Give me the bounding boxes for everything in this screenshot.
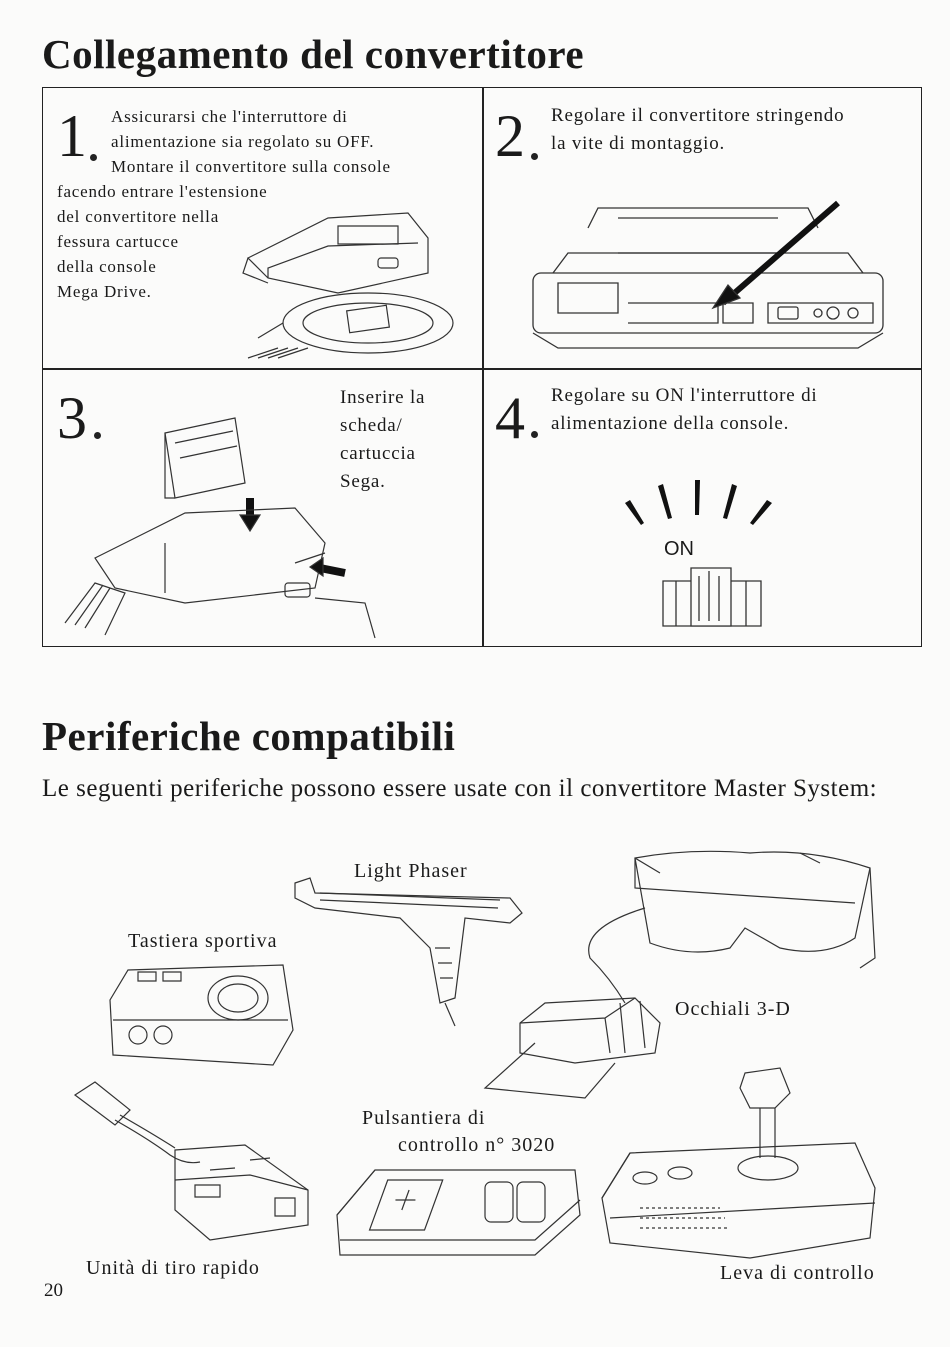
steps-grid <box>42 87 922 647</box>
light-phaser-label: Light Phaser <box>354 860 468 882</box>
power-switch-on-label: ON <box>664 538 694 560</box>
control-pad-icon <box>335 1160 585 1265</box>
rapid-fire-unit-label: Unità di tiro rapido <box>86 1257 260 1279</box>
step-1-illustration <box>228 198 468 358</box>
step-1-text-flow: facendo entrare l'estensione del convertitore nella fessura cartucce della console Mega Drive. <box>57 182 268 301</box>
control-pad-label-line1: Pulsantiera di <box>362 1107 486 1129</box>
section-title-peripherals: Periferiche compatibili <box>42 713 456 759</box>
joystick-label: Leva di controllo <box>720 1262 875 1284</box>
section-title-connection: Collegamento del convertitore <box>42 31 585 77</box>
joystick-icon <box>600 1068 890 1268</box>
control-pad-label-line2: controllo n° 3020 <box>398 1134 556 1156</box>
step-3-illustration <box>65 413 395 638</box>
peripherals-intro: Le seguenti periferiche possono essere usate con il convertitore Master System: <box>42 775 878 802</box>
sports-pad-icon <box>108 960 298 1070</box>
step-1-text-indent: Assicurarsi che l'interruttore di alimentazione sia regolato su OFF. Montare il convertitore sulla console <box>111 107 391 176</box>
step-4-number: 4 <box>495 385 525 451</box>
step-2-illustration <box>528 203 898 353</box>
step-1-number: 1 <box>57 103 87 169</box>
power-switch-icon <box>661 566 763 628</box>
page-number: 20 <box>44 1280 63 1301</box>
sports-pad-label: Tastiera sportiva <box>128 930 278 952</box>
step-3-text: Inserire la scheda/ cartuccia Sega. <box>340 387 426 492</box>
rapid-fire-unit-icon <box>70 1080 315 1250</box>
3d-glasses-icon <box>570 848 885 1008</box>
step-2-number: 2 <box>495 103 525 169</box>
step-4-emphasis-lines <box>620 478 780 538</box>
step-4-text: Regolare su ON l'interruttore di alimentazione della console. <box>551 385 818 434</box>
3d-glasses-label: Occhiali 3-D <box>675 998 791 1020</box>
step-3-number: 3 <box>57 385 87 451</box>
step-2-text: Regolare il convertitore stringendo la vite di montaggio. <box>551 105 845 154</box>
